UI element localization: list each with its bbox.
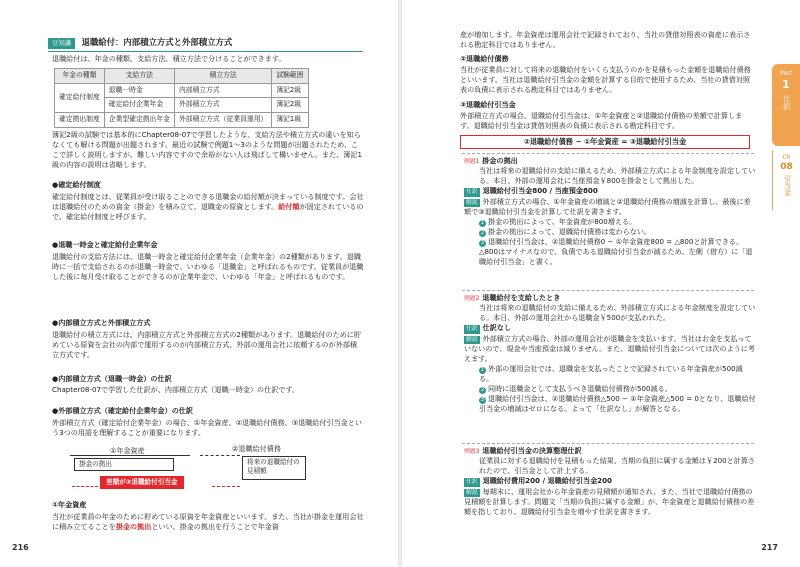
chapter-tab-number: 08 [780,161,793,172]
step-number-icon: 3 [480,239,485,246]
example-2-title [464,293,756,303]
example-question: 当社は将来の退職給付の支給に備えるため、外部積立方式による年金制度を設定している。本日、外部の運用会社から退職金￥500が支払われた。 [479,303,756,323]
heading-defined-benefit: ●確定給付制度 [52,180,101,189]
highlight-text: 掛金の拠出 [115,522,152,532]
table-header: 試験範囲 [272,69,308,84]
divider [462,290,754,291]
section-title: 退職給付：内部積立方式と外部積立方式 [81,37,233,47]
step-1 [464,217,756,227]
para-top: 産が増加します。年金資産は運用会社で記録されており、当社の貸借対照表の資産に表示される勘定科目ではありません。 [460,30,751,50]
divider [462,443,754,444]
example-title: 退職給付を支給したとき [482,293,561,302]
table-cell: 簿記1級 [272,112,308,127]
step-2 [464,227,756,237]
step-text: 退職給付引当金は、②退職給付債務△500 − ①年金資産△500 = 0となり、退職給付引当金の増減はゼロになる。よって「仕訳なし」が解答となる。 [479,394,756,414]
chapter-tab-label: Ch [782,154,791,161]
intro-text: 退職給付は、年金の種類、支給方法、積立方法で分けることができます。 [52,54,286,63]
step-number-icon: 3 [480,397,485,404]
para-scope: 簿記2級の試験では基本的にChapter08-07で学習したような、支給方法や積立方式の違いを知らなくても解ける問題が出題されます。最近の試験で例題1〜3のような問題が出題されたため、ここで詳しく説明しますが、難しい内容ですので余裕がない人は飛ばして構いません。また、簿記1級の内容の説明は省略します。 [52,130,362,170]
example-1 [464,156,756,267]
chapter-tab[interactable] [772,150,800,210]
example-explanation [464,487,756,517]
part-tab[interactable] [772,64,800,146]
diagram-red-diff: 差額が③退職給付引当金 [100,476,184,489]
table-cell: 簿記2級 [272,83,308,98]
step-3 [464,394,756,414]
example-tag: 例題2 [464,296,480,302]
table-cell: 企業型確定拠出年金 [104,112,174,127]
example-tag: 例題3 [464,449,480,455]
table-header: 支給方法 [104,69,174,84]
heading-pension-assets: ①年金資産 [52,500,87,509]
explanation-text: 外部積立方式の場合、①年金資産の増減と②退職給付債務の増減を計算し、最後に差額で③退職給付引当金を計算して仕訳を書きます。 [464,196,751,216]
para-pension-assets [52,512,364,532]
explanation-text: 外部積立方式の場合、外部の運用会社が退職金を支払います。当社はお金を支払っていないので、現金や当座預金は減りません。また、退職給付引当金については次のように考えます。 [464,333,755,363]
diagram-line [70,455,190,456]
para-funding: 退職給付の積立方式には、内部積立方式と外部積立方式の2種類があります。退職給付のために貯めている原資を会社の内部で運用するのが内部積立方式、外部の運用会社に依頼するのが外部積立方式です。 [52,330,361,360]
text: といい、掛金の拠出を行うことで年金資 [151,522,279,532]
heading-funding: ●内部積立方式と外部積立方式 [52,318,151,327]
example-question: 従業員に対する退職給付を見積もった結果、当期の負担に属する金額は￥200と計算されたので、引当金として計上する。 [479,456,756,476]
answer-text: 仕訳なし [482,323,511,333]
diagram-arrow-right [212,486,240,487]
heading-internal-entry: ●内部積立方式（退職一時金）の仕訳 [52,374,172,383]
step-text: 外部の運用会社では、退職金を支払ったことで記録されている年金資産が500減る。 [479,363,743,383]
example-title: 掛金の拠出 [482,156,518,165]
para-obligation: 当社が従業員に対して将来の退職給付をいくら支払うのかを見積もった金額を退職給付債務といいます。当社は退職給付引当金の金額を計算する目的で使用するため、当社の貸借対照表の負債に表示される勘定科目ではありません。 [460,65,751,95]
para-internal-entry: Chapter08-07で学習した仕訳が、内部積立方式（退職一時金）の仕訳です。 [52,385,300,394]
table-cell: 簿記2級 [272,98,308,113]
example-title: 退職給付引当金の決算整理仕訳 [482,446,582,455]
example-answer [464,476,756,486]
page-number-right: 217 [761,542,778,552]
table-header: 年金の種類 [55,69,105,84]
diagram-box-contribution: 掛金の拠出 [74,458,174,471]
answer-tag: 仕訳 [466,189,478,196]
part-tab-name: 仕訳 [782,94,792,110]
heading-lump-sum: ●退職一時金と確定給付企業年金 [52,240,158,249]
table-row [55,112,309,127]
example-explanation [464,334,756,364]
table-cell: 確定拠出制度 [55,112,105,127]
heading-allowance: ③退職給付引当金 [460,100,516,109]
answer-tag: 仕訳 [466,326,478,333]
trivia-tag: 豆知識 [48,38,75,49]
diagram-arrow-left [72,486,98,487]
text: 当社が従業員の年金のために貯めている原資を年金資産といいます。また、当社が掛金を運用会社に積み立てることを [52,512,364,532]
step-3 [464,237,756,267]
step-number-icon: 1 [480,219,485,226]
para-external-entry: 外部積立方式（確定給付企業年金）の場合、①年金資産、②退職給付債務、③退職給付引当金という3つの用語を理解することが重要になります。 [52,418,362,438]
explanation-text: 毎期末に、運用会社から年金資産の見積額が通知され、また、当社で退職給付債務の見積額を計算します。問題文「当期の負担に属する金額」が、年金資産と退職給付債務の差額を指しており、退職給付引当金を増やす仕訳を書きます。 [464,486,755,516]
table-cell: 確定給付制度 [55,83,105,112]
text: が固定されているので、確定給付制度と呼びます。 [52,202,364,222]
example-answer [464,186,756,196]
part-tab-label: Part [780,70,792,77]
diagram-dash [200,455,240,456]
table-cell: 内部積立方式 [174,83,271,98]
table-cell: 外部積立方式 [174,98,271,113]
para-lump-sum: 退職給付の支給方法には、退職一時金と確定給付企業年金（企業年金）の2種類があります。退職時に一括で支給されるのが退職一時金で、いわゆる「退職金」と呼ばれるものです。従業員が退職した後に毎月受け取ることができるのが企業年金で、いわゆる「年金」と呼ばれるものです。 [52,252,364,282]
section-title-bar [48,37,363,52]
table-row [55,83,309,98]
step-text: 同時に退職金として支払うべき退職給付債務が500減る。 [488,384,672,394]
step-text: 掛金の拠出によって、退職給付債務は変わらない。 [488,226,652,236]
explanation-tag: 解説 [466,336,478,343]
explanation-tag: 解説 [466,489,478,496]
answer-text: 退職給付費用200 / 退職給付引当金200 [482,476,612,486]
step-number-icon: 2 [480,387,485,394]
example-1-title [464,156,756,166]
table-cell: 確定給付企業年金 [104,98,174,113]
divider [462,153,754,154]
answer-tag: 仕訳 [466,479,478,486]
para-defined-benefit [52,192,364,222]
explanation-tag: 解説 [466,199,478,206]
example-3-title [464,446,756,456]
table-cell: 退職一時金 [104,83,174,98]
chapter-tab-name: 引当金 [783,175,792,197]
page-number-left: 216 [12,542,29,552]
step-text: 掛金の拠出によって、年金資産が800増える。 [488,216,637,226]
answer-text: 退職給付引当金800 / 当座預金800 [482,186,598,196]
example-question: 当社は将来の退職給付の支給に備えるため、外部積立方式による年金制度を設定している。本日、外部の運用会社に当座預金￥800を掛金として拠出した。 [479,166,756,186]
step-2 [464,384,756,394]
para-allowance: 外部積立方式の場合、退職給付引当金は、①年金資産と②退職給付債務の差額で計算します。退職給付引当金は貸借対照表の負債に表示される勘定科目です。 [460,111,743,131]
retirement-table [54,68,309,128]
example-explanation [464,197,756,217]
heading-external-entry: ●外部積立方式（確定給付企業年金）の仕訳 [52,406,193,415]
text: 確定給付制度とは、従業員が受け取ることのできる退職金の給付額が決まっている制度です。会社は退職給付のための資金（掛金）を積み立て、退職金の原資とします。 [52,192,364,212]
example-2 [464,293,756,414]
table-header-row [55,69,309,84]
step-1 [464,364,756,384]
step-number-icon: 2 [480,229,485,236]
example-3 [464,446,756,517]
example-tag: 例題1 [464,159,480,165]
part-tab-number: 1 [782,77,790,91]
table-header: 積立方法 [174,69,271,84]
formula-box: ②退職給付債務 − ①年金資産 = ③退職給付引当金 [460,135,750,149]
diagram-label-assets: ①年金資産 [110,446,145,455]
diagram-box-estimate: 将来の退職給付の見積額 [242,456,306,480]
table-cell: 外部積立方式（従業員運用） [174,112,271,127]
step-number-icon: 1 [480,366,485,373]
step-text: 退職給付引当金は、②退職給付債務0 − ①年金資産800 = △800と計算できる。△800はマイナスなので、負債である退職給付引当金が減るため、左側（借方）に「退職給付引当金」と書く。 [479,236,753,267]
example-answer [464,323,756,333]
diagram-label-obligation: ②退職給付債務 [232,444,281,453]
heading-obligation: ②退職給付債務 [460,54,509,63]
highlight-text: 給付額 [278,202,300,212]
